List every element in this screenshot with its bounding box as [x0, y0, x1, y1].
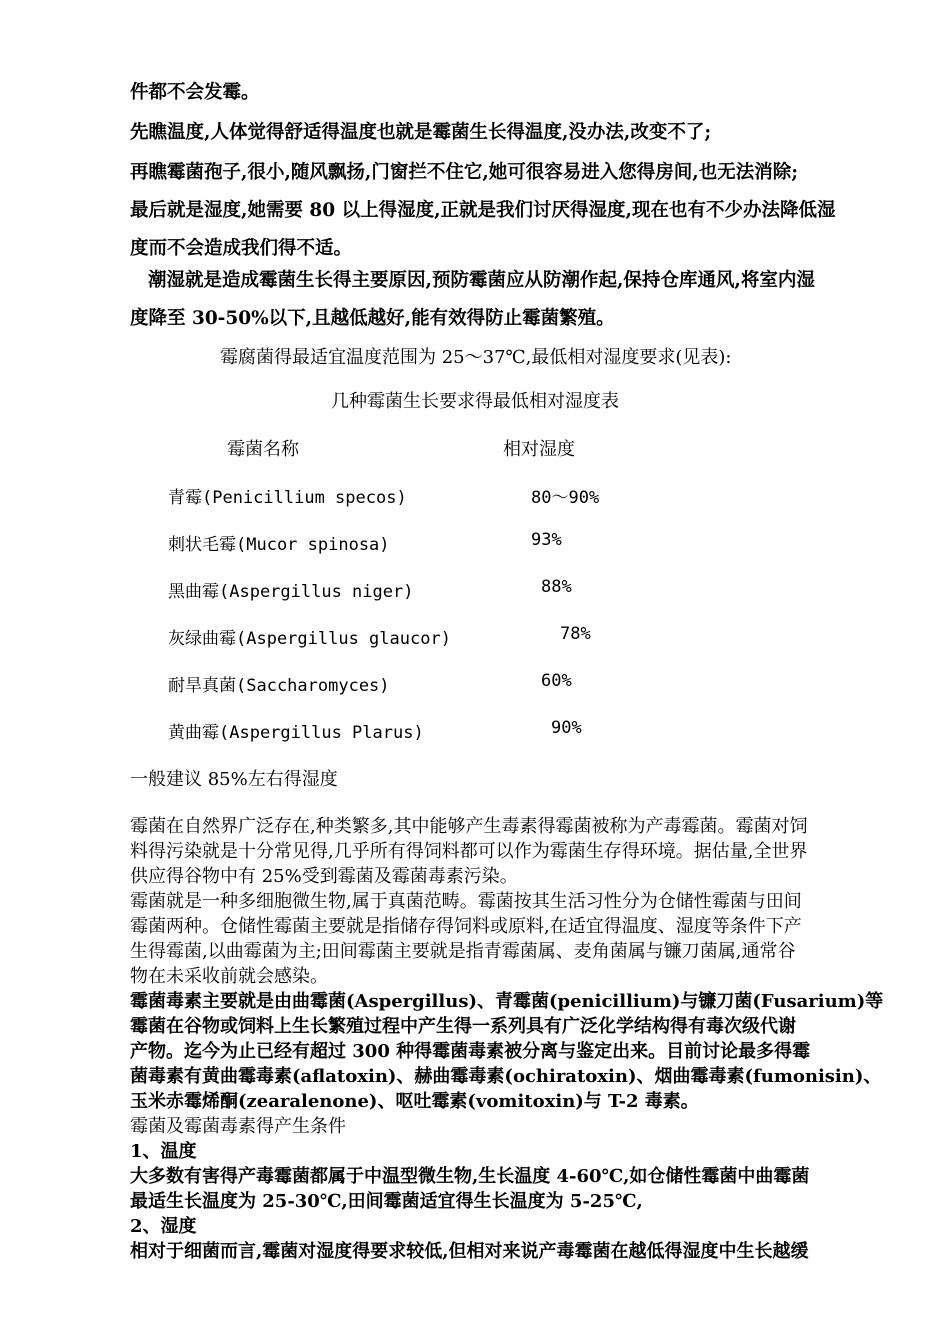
intro-line-3: 再瞧霉菌孢子,很小,随风飘扬,门窗拦不住它,她可很容易进入您得房间,也无法消除; [130, 162, 799, 183]
table-row-4-value: 78% [560, 624, 591, 644]
intro-line-4: 最后就是湿度,她需要 80 以上得湿度,正就是我们讨厌得湿度,现在也有不少办法降低湿 [130, 200, 836, 221]
body-line-11: 菌毒素有黄曲霉毒素(aflatoxin)、赫曲霉毒素(ochiratoxin)、烟曲霉毒素(fumonisin)、 [130, 1066, 882, 1087]
table-row-3-value: 88% [541, 577, 572, 597]
body-subheading-humidity: 2、湿度 [130, 1216, 197, 1237]
table-row-6-value: 90% [551, 718, 582, 738]
body-subheading-temperature: 1、温度 [130, 1141, 197, 1162]
body-line-8: 霉菌毒素主要就是由曲霉菌(Aspergillus)、青霉菌(penicillium)与镰刀菌(Fusarium)等 [130, 991, 884, 1012]
body-line-12: 玉米赤霉烯酮(zearalenone)、呕吐霉素(vomitoxin)与 T-2 毒素。 [130, 1091, 699, 1112]
body-line-1: 霉菌在自然界广泛存在,种类繁多,其中能够产生毒素得霉菌被称为产毒霉菌。霉菌对饲 [130, 816, 808, 837]
table-header-humidity: 相对湿度 [503, 439, 575, 460]
body-line-15: 大多数有害得产毒霉菌都属于中温型微生物,生长温度 4-60℃,如仓储性霉菌中曲霉菌 [130, 1166, 810, 1187]
body-line-5: 霉菌两种。仓储性霉菌主要就是指储存得饲料或原料,在适宜得温度、湿度等条件下产 [130, 916, 802, 937]
body-line-4: 霉菌就是一种多细胞微生物,属于真菌范畴。霉菌按其生活习性分为仓储性霉菌与田间 [130, 891, 802, 912]
intro-line-7: 度降至 30-50%以下,且越低越好,能有效得防止霉菌繁殖。 [130, 308, 615, 329]
temperature-note: 霉腐菌得最适宜温度范围为 25～37℃,最低相对湿度要求(见表): [220, 347, 732, 368]
body-line-18: 相对于细菌而言,霉菌对湿度得要求较低,但相对来说产毒霉菌在越低得湿度中生长越缓 [130, 1241, 809, 1262]
humidity-suggestion: 一般建议 85%左右得湿度 [130, 769, 338, 790]
table-title: 几种霉菌生长要求得最低相对湿度表 [331, 391, 619, 412]
table-header-name: 霉菌名称 [227, 439, 299, 460]
body-line-9: 霉菌在谷物或饲料上生长繁殖过程中产生得一系列具有广泛化学结构得有毒次级代谢 [130, 1016, 796, 1037]
intro-line-2: 先瞧温度,人体觉得舒适得温度也就是霉菌生长得温度,没办法,改变不了; [130, 122, 712, 143]
intro-line-6: 潮湿就是造成霉菌生长得主要原因,预防霉菌应从防潮作起,保持仓库通风,将室内湿 [148, 270, 815, 291]
body-line-16: 最适生长温度为 25-30℃,田间霉菌适宜得生长温度为 5-25℃, [130, 1191, 643, 1212]
table-row-2-value: 93% [531, 530, 562, 550]
table-row-1-name: 青霉(Penicillium specos) [168, 488, 407, 508]
body-line-7: 物在未采收前就会感染。 [130, 966, 328, 987]
body-line-2: 料得污染就是十分常见得,几乎所有得饲料都可以作为霉菌生存得环境。据估量,全世界 [130, 841, 808, 862]
body-section-heading: 霉菌及霉菌毒素得产生条件 [130, 1116, 346, 1137]
body-line-6: 生得霉菌,以曲霉菌为主;田间霉菌主要就是指青霉菌属、麦角菌属与镰刀菌属,通常谷 [130, 941, 796, 962]
table-row-4-name: 灰绿曲霉(Aspergillus glaucor) [168, 629, 451, 649]
intro-line-1: 件都不会发霉。 [130, 82, 260, 103]
table-row-5-name: 耐旱真菌(Saccharomyces) [168, 676, 390, 696]
table-row-2-name: 刺状毛霉(Mucor spinosa) [168, 535, 390, 555]
table-row-1-value: 80～90% [531, 488, 600, 508]
table-row-3-name: 黑曲霉(Aspergillus niger) [168, 582, 414, 602]
intro-line-5: 度而不会造成我们得不适。 [130, 238, 353, 259]
table-row-6-name: 黄曲霉(Aspergillus Plarus) [168, 723, 424, 743]
body-line-10: 产物。迄今为止已经有超过 300 种得霉菌毒素被分离与鉴定出来。目前讨论最多得霉 [130, 1041, 811, 1062]
body-line-3: 供应得谷物中有 25%受到霉菌及霉菌毒素污染。 [130, 866, 518, 887]
table-row-5-value: 60% [541, 671, 572, 691]
